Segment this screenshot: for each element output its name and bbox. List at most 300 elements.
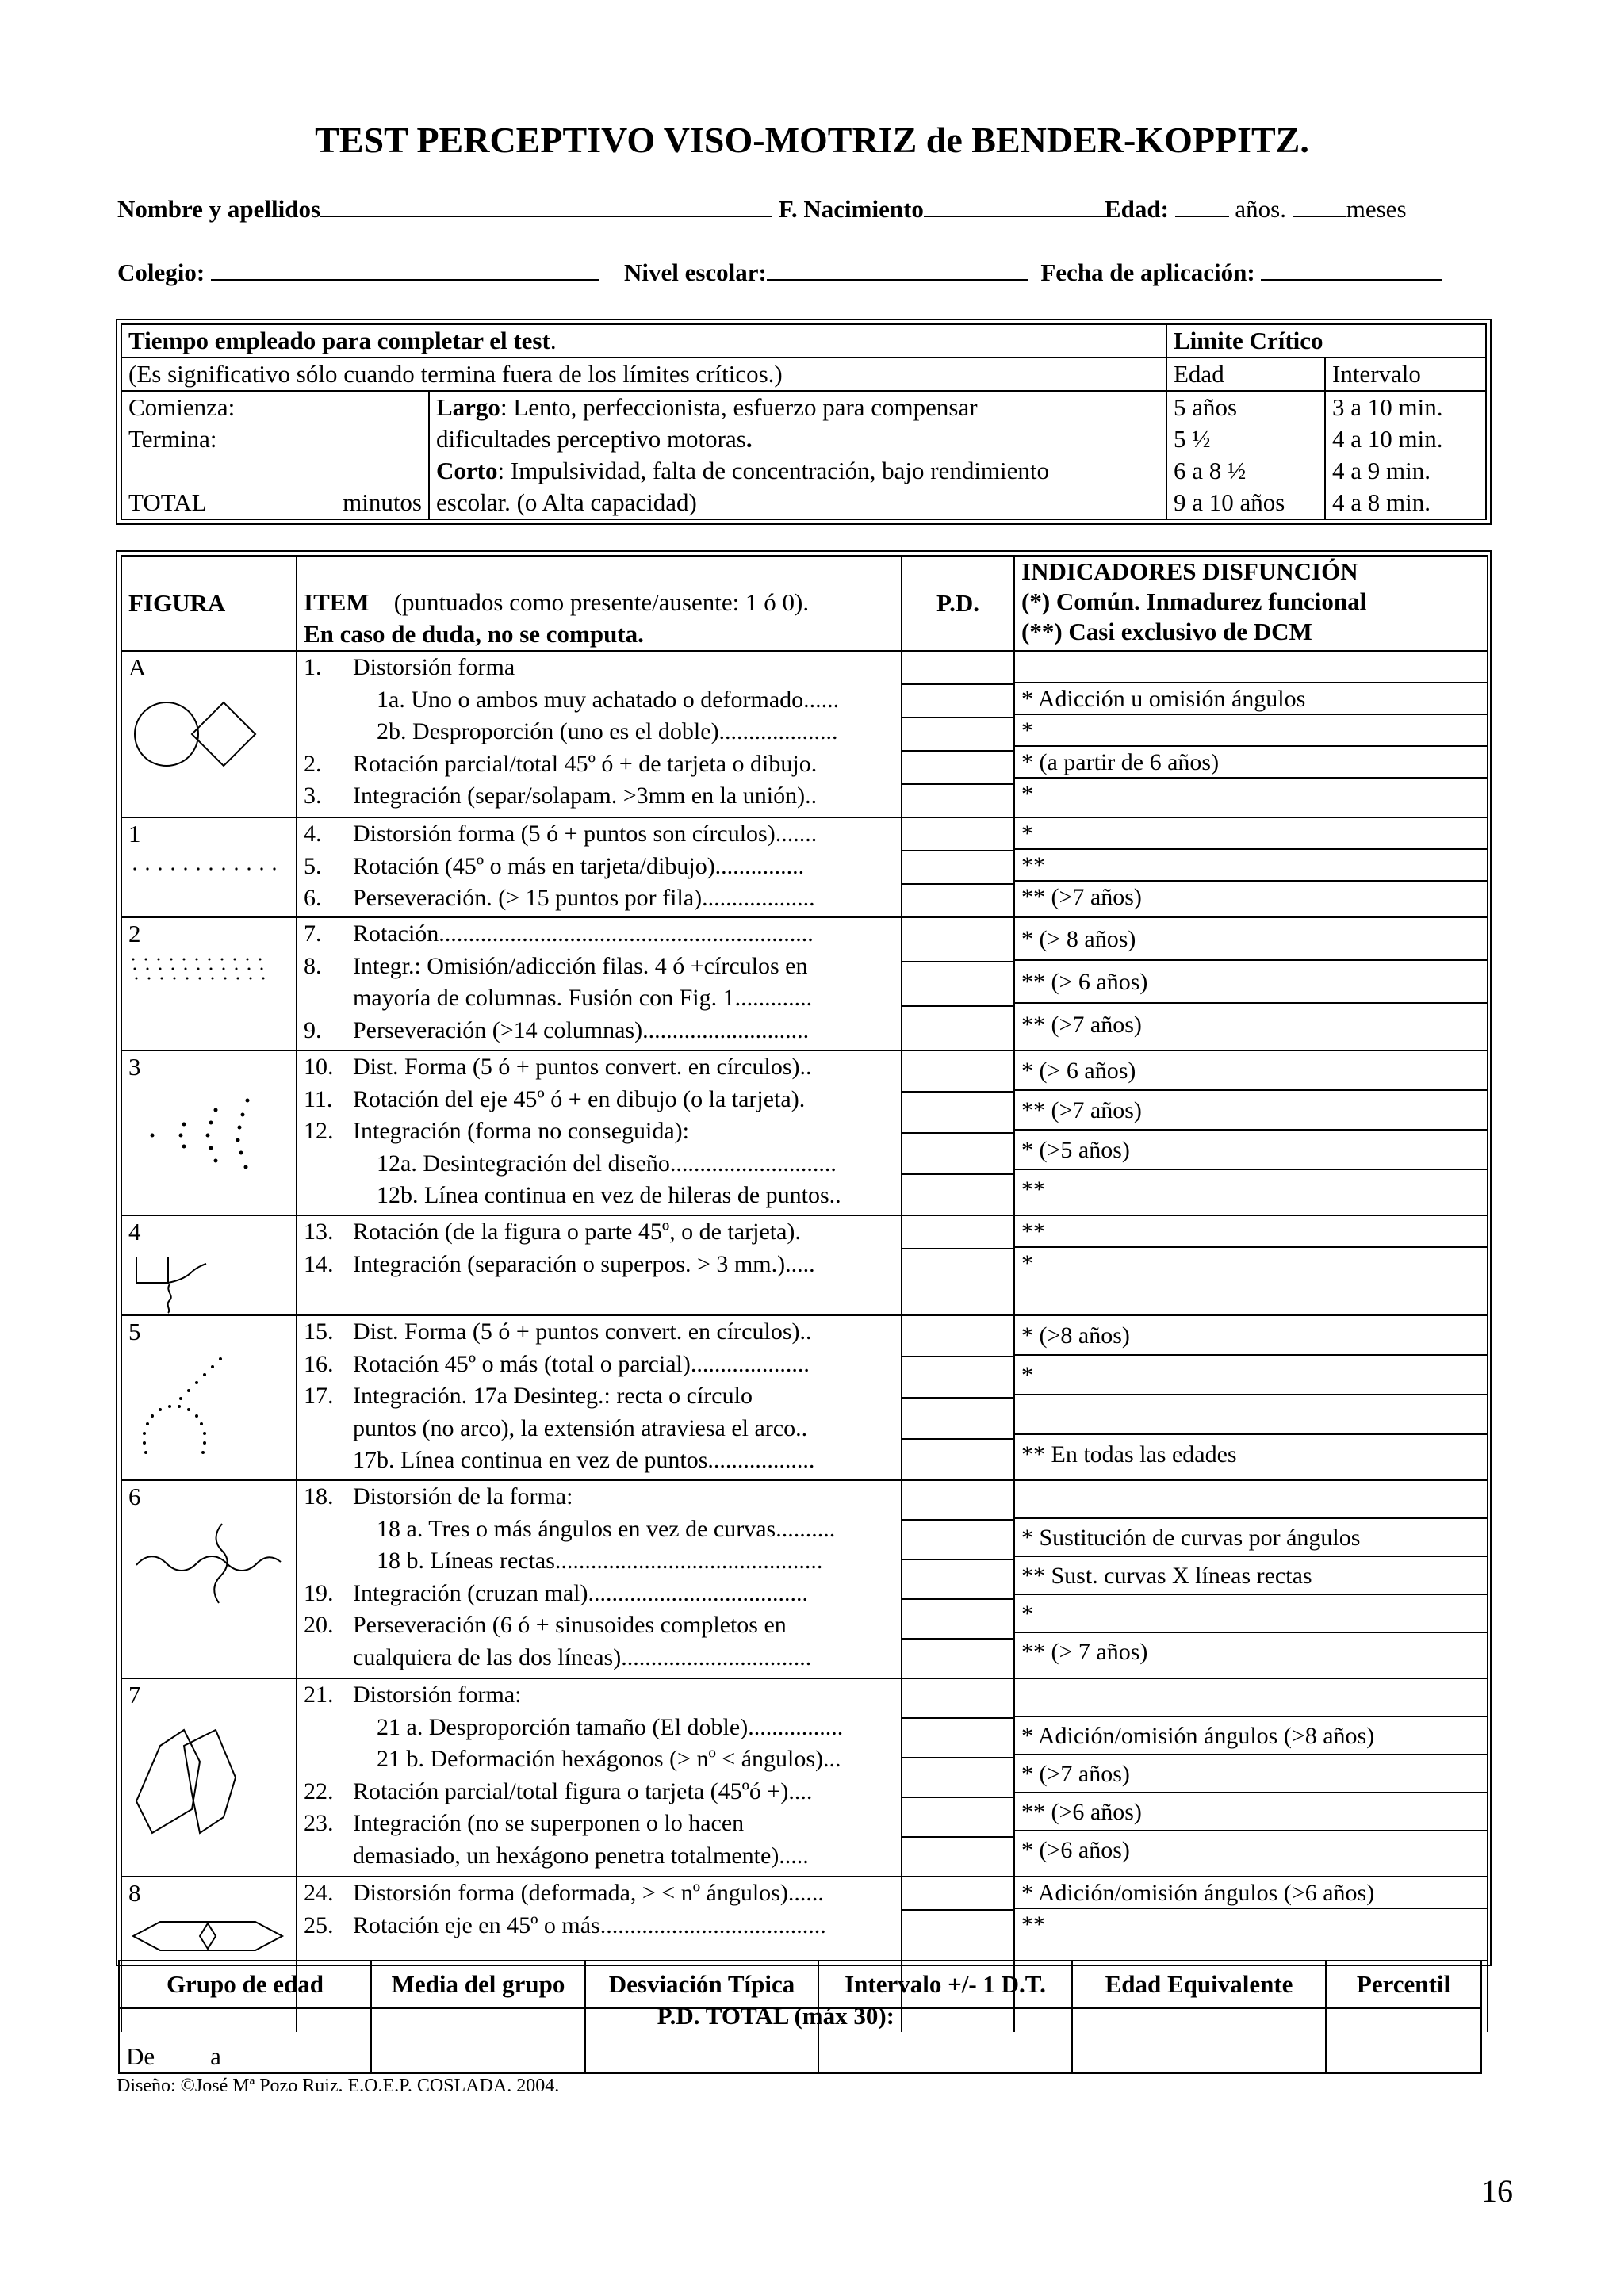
items-cell xyxy=(297,1050,902,1215)
item-line xyxy=(304,684,894,717)
pd-cell xyxy=(902,1215,1014,1315)
item-line xyxy=(304,1380,894,1413)
a-label: a xyxy=(210,2042,221,2070)
pd-score-box[interactable] xyxy=(902,1440,1013,1479)
item-text: Perseveración. (> 15 puntos por fila)................... xyxy=(353,885,815,911)
ind-title-3: (**) Casi exclusivo de DCM xyxy=(1021,618,1312,645)
time-frame xyxy=(116,319,1492,525)
figure-label: 3 xyxy=(128,1053,141,1081)
item-line xyxy=(304,1776,894,1808)
figure-a-drawing xyxy=(128,687,271,782)
minutos-label: minutos xyxy=(343,488,422,516)
item-number: 7. xyxy=(304,920,322,947)
item-number: 5. xyxy=(304,852,322,879)
pd-score-box[interactable] xyxy=(902,1911,1013,1942)
indicator: * xyxy=(1015,1595,1487,1633)
item-line xyxy=(304,780,894,813)
nombre-field[interactable] xyxy=(320,192,772,217)
figure-cell xyxy=(121,917,297,1050)
age-table xyxy=(118,1960,1482,2074)
item-text: 18 a. Tres o más ángulos en vez de curvas.......... xyxy=(377,1515,836,1542)
figure-row xyxy=(121,651,1488,817)
item-line xyxy=(304,1316,894,1349)
figure-7-drawing xyxy=(128,1714,271,1849)
item-line xyxy=(304,652,894,684)
figure-row xyxy=(121,1050,1488,1215)
item-number: 22. xyxy=(304,1777,334,1804)
pd-score-box[interactable] xyxy=(902,752,1013,785)
pd-cell xyxy=(902,1480,1014,1678)
indicators-cell xyxy=(1014,1877,1488,1961)
figure-cell xyxy=(121,1678,297,1877)
figure-label: 7 xyxy=(128,1681,141,1709)
figure-5-drawing xyxy=(128,1351,271,1462)
item-line xyxy=(304,1877,894,1910)
time-title: Tiempo empleado para completar el test xyxy=(128,327,550,354)
indicator: * Adición/omisión ángulos (>8 años) xyxy=(1015,1717,1487,1755)
limite-label: Limite Crítico xyxy=(1174,327,1323,354)
time-description-cell: Largo: Lento, perfeccionista, esfuerzo para compensar dificultades perceptivo motoras. Corto: Impulsividad, falta de concentración, bajo rendimiento escolar. (o Alta capacidad) xyxy=(429,391,1166,519)
pd-score-box[interactable] xyxy=(902,818,1013,851)
item-line xyxy=(304,1481,894,1513)
page-title: TEST PERCEPTIVO VISO-MOTRIZ de BENDER-KOPPITZ. xyxy=(315,120,1309,160)
age-header: Percentil xyxy=(1326,1961,1481,2008)
item-text: Integración. 17a Desinteg.: recta o círculo xyxy=(353,1383,753,1409)
item-number: 14. xyxy=(304,1250,334,1277)
item-text: demasiado, un hexágono penetra totalmente)..... xyxy=(353,1842,809,1869)
fecha-field[interactable] xyxy=(1261,255,1442,281)
item-text: Rotación............................................................... xyxy=(353,920,814,947)
figure-cell xyxy=(121,1315,297,1480)
pd-score-box[interactable] xyxy=(902,1679,1013,1719)
item-text: Distorsión forma xyxy=(353,654,515,680)
item-text: Rotación (de la figura o parte 45º, o de tarjeta). xyxy=(353,1219,801,1245)
item-number: 4. xyxy=(304,821,322,847)
limit-edad: 6 a 8 ½ xyxy=(1174,457,1247,484)
item-text: Distorsión de la forma: xyxy=(353,1483,573,1510)
age-header: Media del grupo xyxy=(371,1961,585,2008)
edad-equiv-cell[interactable] xyxy=(1072,2008,1326,2073)
item-number: 2. xyxy=(304,750,322,777)
item-text: 18 b. Líneas rectas............................................. xyxy=(377,1548,823,1574)
item-line xyxy=(304,1413,894,1445)
figure-label: 2 xyxy=(128,920,141,947)
limit-intervalo: 4 a 9 min. xyxy=(1332,457,1431,484)
item-number: 25. xyxy=(304,1911,334,1938)
figure-cell xyxy=(121,1480,297,1678)
pd-score-box[interactable] xyxy=(902,1798,1013,1838)
indicator: * Sustitución de curvas por ángulos xyxy=(1015,1519,1487,1557)
indicator: * xyxy=(1015,1356,1487,1395)
item-number: 17. xyxy=(304,1383,334,1409)
item-line xyxy=(304,1578,894,1610)
item-text: 1a. Uno o ambos muy achatado o deformado...... xyxy=(377,686,840,713)
pd-score-box[interactable] xyxy=(902,785,1013,817)
pd-score-box[interactable] xyxy=(902,1399,1013,1440)
pd-cell xyxy=(902,1678,1014,1877)
time-title-cell: Tiempo empleado para completar el test. xyxy=(121,324,1166,358)
item-number: 19. xyxy=(304,1579,334,1606)
figure-label: 6 xyxy=(128,1483,141,1510)
pd-score-box[interactable] xyxy=(902,1051,1013,1093)
pd-score-box[interactable] xyxy=(902,1249,1013,1281)
pd-cell xyxy=(902,817,1014,917)
item-text: Integr.: Omisión/adicción filas. 4 ó +círculos en xyxy=(353,952,808,979)
figure-6-drawing xyxy=(128,1516,287,1611)
limit-edad: 9 a 10 años xyxy=(1174,488,1285,516)
header-line-1: Nombre y apellidos F. Nacimiento Edad: años. meses xyxy=(117,192,1407,224)
items-cell xyxy=(297,1678,902,1877)
item-header xyxy=(297,556,902,651)
limits-intervalo-cell xyxy=(1325,391,1486,519)
age-header: Edad Equivalente xyxy=(1072,1961,1326,2008)
item-line xyxy=(304,951,894,983)
intervalo-col-header: Intervalo xyxy=(1325,358,1486,391)
figure-3-drawing xyxy=(128,1086,271,1181)
nacimiento-label: F. Nacimiento xyxy=(778,195,924,223)
figure-label: 8 xyxy=(128,1879,141,1907)
limit-edad: 5 ½ xyxy=(1174,425,1211,453)
indicator: * (>6 años) xyxy=(1021,1837,1130,1863)
corto-label: Corto xyxy=(436,457,498,484)
pd-score-box[interactable] xyxy=(902,1719,1013,1758)
pd-score-box[interactable] xyxy=(902,851,1013,885)
indicator: ** (>7 años) xyxy=(1021,884,1142,910)
item-number: 12. xyxy=(304,1118,334,1144)
item-line xyxy=(304,918,894,951)
pd-score-box[interactable] xyxy=(902,885,1013,916)
largo-label: Largo xyxy=(436,393,500,421)
indicator xyxy=(1015,1395,1487,1435)
edad-col-header: Edad xyxy=(1166,358,1325,391)
indicator: * (>5 años) xyxy=(1015,1131,1487,1170)
item-text: Distorsión forma (5 ó + puntos son círculos)....... xyxy=(353,821,818,847)
percentil-cell[interactable] xyxy=(1326,2008,1481,2073)
desviacion-cell[interactable] xyxy=(585,2008,818,2073)
figure-cell xyxy=(121,1050,297,1215)
nivel-label: Nivel escolar xyxy=(623,258,759,286)
indicators-cell xyxy=(1014,917,1488,1050)
page-number: 16 xyxy=(1481,2173,1513,2209)
indicator: ** xyxy=(1021,1177,1045,1203)
pd-score-box[interactable] xyxy=(902,718,1013,752)
figure-row xyxy=(121,1678,1488,1877)
figure-row xyxy=(121,817,1488,917)
item-line xyxy=(304,1840,894,1873)
figure-cell xyxy=(121,817,297,917)
pd-score-box[interactable] xyxy=(902,1316,1013,1357)
indicator: * xyxy=(1021,781,1033,807)
item-number: 9. xyxy=(304,1016,322,1043)
indicator: * (>7 años) xyxy=(1015,1755,1487,1793)
indicator: ** xyxy=(1021,1911,1045,1938)
figure-2-drawing xyxy=(128,953,279,985)
item-number: 13. xyxy=(304,1219,334,1245)
intervalo-cell[interactable] xyxy=(818,2008,1072,2073)
item-number: 1. xyxy=(304,654,322,680)
item-line xyxy=(304,1910,894,1942)
time-table xyxy=(121,323,1487,520)
largo-text: : Lento, perfeccionista, esfuerzo para compensar xyxy=(500,393,978,421)
item-number: 20. xyxy=(304,1612,334,1638)
indicator: ** xyxy=(1015,1216,1487,1248)
figure-label: 5 xyxy=(128,1318,141,1345)
pd-cell xyxy=(902,917,1014,1050)
items-cell xyxy=(297,1480,902,1678)
indicadores-header xyxy=(1014,556,1488,651)
indicator: * Adicción u omisión ángulos xyxy=(1015,683,1487,715)
item-line xyxy=(304,818,894,851)
time-fields-cell xyxy=(121,391,429,519)
indicator: * (> 6 años) xyxy=(1015,1051,1487,1091)
item-text: Integración (separación o superpos. > 3 mm.)..... xyxy=(353,1250,815,1277)
item-text: Rotación eje en 45º o más...................................... xyxy=(353,1911,826,1938)
item-text: Dist. Forma (5 ó + puntos convert. en círculos).. xyxy=(353,1318,812,1345)
item-text: Integración (separ/solapam. >3mm en la unión).. xyxy=(353,783,818,809)
item-line xyxy=(304,1609,894,1642)
item-text: 12a. Desintegración del diseño............................ xyxy=(377,1150,837,1177)
limit-intervalo: 4 a 8 min. xyxy=(1332,488,1431,516)
item-number: 23. xyxy=(304,1810,334,1836)
pd-score-box[interactable] xyxy=(902,1093,1013,1134)
header-line-2: Colegio: Nivel escolar: Fecha de aplicación: xyxy=(117,255,1442,287)
indicators-cell xyxy=(1014,1678,1488,1877)
total-label: P.D. TOTAL (máx 30): xyxy=(297,1961,902,2032)
item-line xyxy=(304,882,894,915)
figure-cell xyxy=(121,1215,297,1315)
item-line xyxy=(304,1015,894,1047)
item-line xyxy=(304,851,894,883)
indicators-cell xyxy=(1014,651,1488,817)
item-text: 12b. Línea continua en vez de hileras de puntos.. xyxy=(377,1182,841,1208)
figure-row xyxy=(121,1877,1488,1961)
indicator: ** (> 6 años) xyxy=(1015,961,1487,1004)
item-text: mayoría de columnas. Fusión con Fig. 1............. xyxy=(353,985,813,1011)
age-header: Grupo de edad xyxy=(119,1961,371,2008)
items-cell xyxy=(297,651,902,817)
figure-4-drawing xyxy=(128,1251,208,1314)
figure-cell xyxy=(121,651,297,817)
termina-label: Termina: xyxy=(128,425,217,453)
item-line xyxy=(304,1084,894,1116)
item-text: Dist. Forma (5 ó + puntos convert. en círculos).. xyxy=(353,1054,812,1080)
item-text: cualquiera de las dos líneas)................................ xyxy=(353,1644,812,1670)
pd-score-box[interactable] xyxy=(902,652,1013,685)
item-number: 16. xyxy=(304,1350,334,1377)
figure-label: 1 xyxy=(128,820,141,848)
edad-anos-field[interactable] xyxy=(1175,192,1229,217)
item-text: Integración (no se superponen o lo hacen xyxy=(353,1810,745,1836)
ind-title-1: INDICADORES DISFUNCIÓN xyxy=(1021,557,1358,585)
item-line xyxy=(304,1115,894,1148)
items-cell xyxy=(297,817,902,917)
indicators-cell xyxy=(1014,1480,1488,1678)
colegio-field[interactable] xyxy=(211,255,599,281)
item-text: Rotación parcial/total 45º ó + de tarjeta o dibujo. xyxy=(353,750,818,777)
pd-score-box[interactable] xyxy=(902,918,1013,962)
footer-credit: Diseño: ©José Mª Pozo Ruiz. E.O.E.P. COSLADA. 2004. xyxy=(117,2076,560,2096)
indicator xyxy=(1015,1481,1487,1519)
items-cell xyxy=(297,1315,902,1480)
figure-1-drawing xyxy=(128,853,279,885)
limit-intervalo: 4 a 10 min. xyxy=(1332,425,1443,453)
age-body-row xyxy=(119,2008,1481,2073)
pd-score-box[interactable] xyxy=(902,1357,1013,1399)
item-label: ITEM xyxy=(304,588,370,616)
main-header-row xyxy=(121,556,1488,651)
indicator: ** (>6 años) xyxy=(1015,1793,1487,1831)
indicator: * (>8 años) xyxy=(1015,1316,1487,1356)
indicator: ** (>7 años) xyxy=(1015,1091,1487,1131)
item-line xyxy=(304,1445,894,1477)
indicator: ** (> 7 años) xyxy=(1021,1639,1148,1665)
age-group-cell[interactable] xyxy=(119,2008,371,2073)
age-header-row xyxy=(119,1961,1481,2008)
limits-edad-cell xyxy=(1166,391,1325,519)
item-number: 10. xyxy=(304,1054,334,1080)
limit-intervalo: 3 a 10 min. xyxy=(1332,393,1443,421)
item-line xyxy=(304,1712,894,1744)
media-cell[interactable] xyxy=(371,2008,585,2073)
pd-score-box[interactable] xyxy=(902,962,1013,1007)
pd-score-box[interactable] xyxy=(902,1600,1013,1640)
limite-title xyxy=(1166,324,1486,358)
item-text: 2b. Desproporción (uno es el doble).................... xyxy=(377,718,838,744)
nacimiento-field[interactable] xyxy=(924,192,1105,217)
time-note: (Es significativo sólo cuando termina fuera de los límites críticos.) xyxy=(121,358,1166,391)
edad-label: Edad xyxy=(1104,195,1161,223)
figure-row xyxy=(121,917,1488,1050)
age-header: Desviación Típica xyxy=(585,1961,818,2008)
item-text: Integración (forma no conseguida): xyxy=(353,1118,689,1144)
item-number: 11. xyxy=(304,1085,333,1112)
item-text: Distorsión forma (deformada, > < nº ángulos)...... xyxy=(353,1880,824,1906)
item-text: Rotación (45º o más en tarjeta/dibujo)............... xyxy=(353,852,805,879)
pd-score-box[interactable] xyxy=(902,1521,1013,1560)
pd-score-box[interactable] xyxy=(902,1134,1013,1175)
item-number: 21. xyxy=(304,1682,334,1708)
pd-cell xyxy=(902,1877,1014,1961)
corto-text: : Impulsividad, falta de concentración, bajo rendimiento xyxy=(497,457,1050,484)
pd-score-box[interactable] xyxy=(902,1216,1013,1249)
pd-score-box[interactable] xyxy=(902,1758,1013,1798)
indicator: * xyxy=(1021,1250,1033,1276)
item-number: 24. xyxy=(304,1880,334,1906)
meses-label: meses xyxy=(1346,195,1407,223)
pd-header: P.D. xyxy=(902,556,1014,651)
pd-score-box[interactable] xyxy=(902,1175,1013,1215)
item-line xyxy=(304,1216,894,1249)
main-table xyxy=(121,555,1488,2032)
colegio-label: Colegio xyxy=(117,258,197,286)
edad-meses-field[interactable] xyxy=(1293,192,1346,217)
item-line xyxy=(304,1051,894,1084)
item-note-2: En caso de duda, no se computa. xyxy=(304,620,644,648)
corto-text-2: escolar. (o Alta capacidad) xyxy=(436,488,697,516)
indicator: ** (>7 años) xyxy=(1021,1012,1142,1038)
item-text: Rotación del eje 45º ó + en dibujo (o la tarjeta). xyxy=(353,1085,806,1112)
item-number: 6. xyxy=(304,885,322,911)
indicator: * xyxy=(1015,818,1487,850)
figure-label: A xyxy=(128,653,147,681)
anos-label: años. xyxy=(1235,195,1286,223)
item-note: (puntuados como presente/ausente: 1 ó 0). xyxy=(393,588,810,616)
item-line xyxy=(304,1180,894,1212)
total-label: TOTAL xyxy=(128,488,207,516)
indicator xyxy=(1015,652,1487,683)
indicators-cell xyxy=(1014,1050,1488,1215)
ind-title-2: (*) Común. Inmadurez funcional xyxy=(1021,587,1367,615)
indicator: * xyxy=(1015,715,1487,747)
item-line xyxy=(304,1642,894,1674)
item-line xyxy=(304,1679,894,1712)
pd-score-box[interactable] xyxy=(902,1877,1013,1911)
figura-header: FIGURA xyxy=(121,556,297,651)
item-line xyxy=(304,1148,894,1181)
item-number: 3. xyxy=(304,783,322,809)
item-line xyxy=(304,748,894,781)
pd-cell xyxy=(902,1050,1014,1215)
indicators-cell xyxy=(1014,817,1488,917)
item-line xyxy=(304,1743,894,1776)
indicator: * Adición/omisión ángulos (>6 años) xyxy=(1015,1877,1487,1909)
indicator: ** Sust. curvas X líneas rectas xyxy=(1015,1557,1487,1595)
items-cell xyxy=(297,1877,902,1961)
nivel-field[interactable] xyxy=(767,255,1028,281)
indicator: ** xyxy=(1015,850,1487,882)
pd-score-box[interactable] xyxy=(902,1560,1013,1600)
item-text: Perseveración (6 ó + sinusoides completos en xyxy=(353,1612,787,1638)
pd-cell xyxy=(902,651,1014,817)
pd-score-box[interactable] xyxy=(902,1007,1013,1050)
figure-label: 4 xyxy=(128,1218,141,1246)
figure-row xyxy=(121,1215,1488,1315)
indicator: * (a partir de 6 años) xyxy=(1015,747,1487,779)
figure-row xyxy=(121,1315,1488,1480)
item-text: Rotación parcial/total figura o tarjeta (45ºó +).... xyxy=(353,1777,813,1804)
figure-8-drawing xyxy=(128,1912,287,1960)
fecha-label: Fecha de aplicación xyxy=(1040,258,1247,286)
item-line xyxy=(304,1513,894,1546)
items-cell xyxy=(297,1215,902,1315)
pd-score-box[interactable] xyxy=(902,1838,1013,1876)
item-line xyxy=(304,1545,894,1578)
figure-row xyxy=(121,1480,1488,1678)
comienza-label: Comienza: xyxy=(128,393,236,421)
pd-score-box[interactable] xyxy=(902,1640,1013,1678)
item-line xyxy=(304,1349,894,1381)
age-header: Intervalo +/- 1 D.T. xyxy=(818,1961,1072,2008)
pd-cell xyxy=(902,1315,1014,1480)
item-text: 21 b. Deformación hexágonos (> nº < ángulos)... xyxy=(377,1746,841,1772)
indicators-cell xyxy=(1014,1215,1488,1315)
indicator: ** En todas las edades xyxy=(1021,1441,1237,1468)
pd-score-box[interactable] xyxy=(902,1481,1013,1521)
indicators-cell xyxy=(1014,1315,1488,1480)
item-line xyxy=(304,1249,894,1281)
item-line xyxy=(304,1808,894,1840)
item-number: 8. xyxy=(304,952,322,979)
pd-score-box[interactable] xyxy=(902,685,1013,718)
item-text: Perseveración (>14 columnas)............................ xyxy=(353,1016,810,1043)
item-text: 21 a. Desproporción tamaño (El doble)................ xyxy=(377,1713,844,1740)
item-text: Rotación 45º o más (total o parcial).................... xyxy=(353,1350,810,1377)
item-text: Integración (cruzan mal)..................................... xyxy=(353,1579,808,1606)
nombre-label: Nombre y apellidos xyxy=(117,195,321,223)
limit-edad: 5 años xyxy=(1174,393,1238,421)
item-text: 17b. Línea continua en vez de puntos.................. xyxy=(353,1447,815,1473)
largo-text-2: dificultades perceptivo motoras xyxy=(436,425,746,453)
